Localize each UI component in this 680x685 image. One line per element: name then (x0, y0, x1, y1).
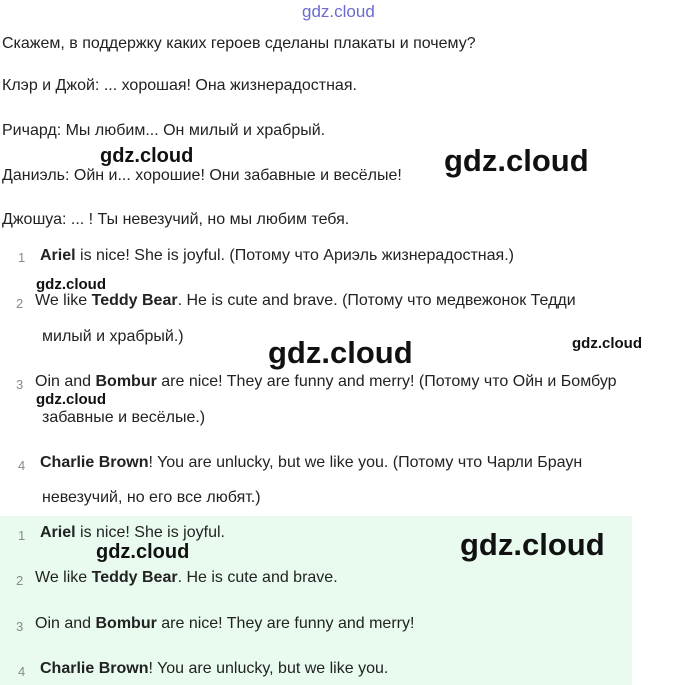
watermark: gdz.cloud (36, 276, 106, 293)
final-line-1 (40, 524, 225, 542)
watermark: gdz.cloud (460, 527, 605, 562)
answer-text: ! You are unlucky, but we like you. (Потому что Чарли Браун (148, 454, 583, 471)
intro-line-4: Джошуа: ... ! Ты невезучий, но мы любим тебя. (2, 211, 350, 228)
answer-line-2 (35, 292, 576, 310)
final-line-4 (40, 660, 388, 678)
final-text: are nice! They are funny and merry! (156, 615, 415, 632)
final-line-3 (35, 615, 414, 633)
answer-hero-name: Ariel (40, 247, 76, 264)
watermark-top: gdz.cloud (302, 2, 375, 21)
final-prefix: Oin and (35, 615, 96, 632)
answer-number-2: 2 (16, 296, 24, 311)
answer-text: . He is cute and brave. (Потому что медвежонок Тедди (177, 292, 576, 309)
answer-line-1 (40, 247, 514, 265)
answer-number-4: 4 (18, 458, 26, 473)
intro-line-1: Клэр и Джой: ... хорошая! Она жизнерадостная. (2, 77, 357, 94)
answer-text: is nice! She is joyful. (Потому что Ариэль жизнерадостная.) (75, 247, 514, 264)
answer-line-3 (35, 373, 617, 391)
final-text: is nice! She is joyful. (75, 524, 225, 541)
answer-continuation-4: невезучий, но его все любят.) (42, 489, 261, 506)
watermark: gdz.cloud (100, 145, 194, 167)
final-hero-name: Bombur (95, 615, 157, 632)
final-hero-name: Ariel (40, 524, 76, 541)
answer-text: are nice! They are funny and merry! (Потому что Ойн и Бомбур (156, 373, 617, 390)
answer-prefix: We like (35, 292, 92, 309)
intro-line-2: Ричард: Мы любим... Он милый и храбрый. (2, 122, 326, 139)
watermark: gdz.cloud (96, 541, 190, 563)
answer-hero-name: Bombur (95, 373, 157, 390)
answer-line-4 (40, 454, 582, 472)
answer-number-1: 1 (18, 250, 26, 265)
final-number-3: 3 (16, 619, 24, 634)
answer-hero-name: Teddy Bear (91, 292, 178, 309)
final-number-4: 4 (18, 664, 26, 679)
final-hero-name: Teddy Bear (91, 569, 178, 586)
watermark: gdz.cloud (572, 335, 642, 352)
answer-continuation-2: милый и храбрый.) (42, 328, 184, 345)
final-number-1: 1 (18, 528, 26, 543)
final-text: ! You are unlucky, but we like you. (148, 660, 389, 677)
answer-number-3: 3 (16, 377, 24, 392)
final-hero-name: Charlie Brown (40, 660, 149, 677)
question-text: Скажем, в поддержку каких героев сделаны плакаты и почему? (2, 35, 476, 52)
final-prefix: We like (35, 569, 92, 586)
answer-continuation-3: забавные и весёлые.) (42, 409, 206, 426)
intro-line-3: Даниэль: Ойн и... хорошие! Они забавные и весёлые! (2, 167, 402, 184)
final-line-2 (35, 569, 338, 587)
answer-prefix: Oin and (35, 373, 96, 390)
watermark: gdz.cloud (444, 143, 589, 178)
final-number-2: 2 (16, 573, 24, 588)
watermark: gdz.cloud (36, 391, 106, 408)
answer-hero-name: Charlie Brown (40, 454, 149, 471)
watermark: gdz.cloud (268, 335, 413, 370)
final-text: . He is cute and brave. (177, 569, 338, 586)
